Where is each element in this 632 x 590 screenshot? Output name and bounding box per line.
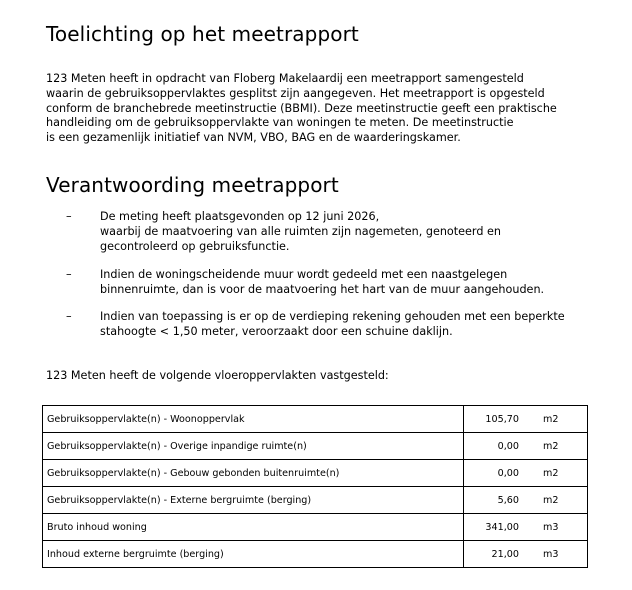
intro-line: conform de branchebrede meetinstructie (BBMI). Deze meetinstructie geeft een praktische xyxy=(46,101,557,115)
table-row xyxy=(43,433,588,460)
row-label: Gebruiksoppervlakte(n) - Gebouw gebonden buitenruimte(n) xyxy=(43,460,464,487)
row-value: 5,60 xyxy=(464,487,544,514)
row-value: 21,00 xyxy=(464,541,544,568)
bullet-line: gecontroleerd op gebruiksfunctie. xyxy=(100,239,290,253)
intro-line: handleiding om de gebruiksoppervlakte van woningen te meten. De meetinstructie xyxy=(46,116,514,130)
section-title-verantwoording: Verantwoording meetrapport xyxy=(46,173,339,197)
row-unit: m2 xyxy=(543,406,588,433)
row-unit: m2 xyxy=(543,487,588,514)
bullet-line: stahoogte < 1,50 meter, veroorzaakt door een schuine daklijn. xyxy=(100,324,453,338)
bullet-line: Indien de woningscheidende muur wordt gedeeld met een naastgelegen xyxy=(100,268,508,281)
row-value: 0,00 xyxy=(464,460,544,487)
table-row xyxy=(43,487,588,514)
bullet-line: Indien van toepassing is er op de verdieping rekening gehouden met een beperkte xyxy=(100,310,565,323)
section-title-toelichting: Toelichting op het meetrapport xyxy=(46,22,359,46)
bullet-dash: – xyxy=(66,268,72,281)
row-label: Gebruiksoppervlakte(n) - Woonoppervlak xyxy=(43,406,464,433)
table-row xyxy=(43,514,588,541)
bullet-text xyxy=(100,210,501,254)
intro-paragraph xyxy=(46,72,606,146)
intro-line: waarin de gebruiksoppervlaktes gesplitst zijn aangegeven. Het meetrapport is opgesteld xyxy=(46,86,545,100)
row-unit: m3 xyxy=(543,514,588,541)
row-unit: m2 xyxy=(543,433,588,460)
row-label: Inhoud externe bergruimte (berging) xyxy=(43,541,464,568)
table-row xyxy=(43,460,588,487)
surface-table xyxy=(42,405,588,568)
bullet-line: binnenruimte, dan is voor de maatvoering het hart van de muur aangehouden. xyxy=(100,282,545,296)
intro-line: is een gezamenlijk initiatief van NVM, VBO, BAG en de waarderingskamer. xyxy=(46,131,461,145)
row-value: 105,70 xyxy=(464,406,544,433)
row-unit: m2 xyxy=(543,460,588,487)
bullet-line: waarbij de maatvoering van alle ruimten zijn nagemeten, genoteerd en xyxy=(100,224,501,238)
bullet-text xyxy=(100,310,565,340)
row-label: Gebruiksoppervlakte(n) - Externe bergruimte (berging) xyxy=(43,487,464,514)
row-label: Gebruiksoppervlakte(n) - Overige inpandige ruimte(n) xyxy=(43,433,464,460)
bullet-text xyxy=(100,268,544,298)
row-unit: m3 xyxy=(543,541,588,568)
row-value: 0,00 xyxy=(464,433,544,460)
bullet-line: De meting heeft plaatsgevonden op 12 juni 2026, xyxy=(100,210,380,223)
table-lead-text: 123 Meten heeft de volgende vloeroppervlakten vastgesteld: xyxy=(46,369,389,382)
table-row xyxy=(43,406,588,433)
intro-line: 123 Meten heeft in opdracht van Floberg Makelaardij een meetrapport samengesteld xyxy=(46,72,524,85)
bullet-dash: – xyxy=(66,210,72,223)
row-value: 341,00 xyxy=(464,514,544,541)
bullet-dash: – xyxy=(66,310,72,323)
row-label: Bruto inhoud woning xyxy=(43,514,464,541)
table-row xyxy=(43,541,588,568)
